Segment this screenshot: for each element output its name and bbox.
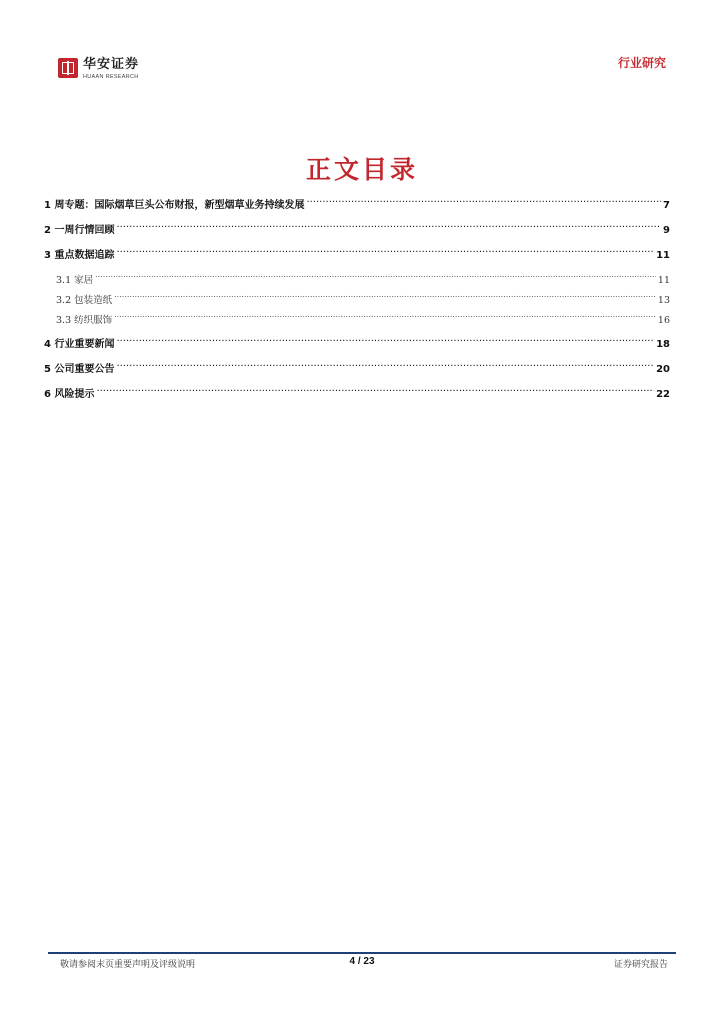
footer-report-type: 证券研究报告 bbox=[613, 960, 668, 970]
toc-entry-page: 18 bbox=[656, 339, 670, 350]
toc-entry-1[interactable] bbox=[44, 198, 670, 223]
toc-entry-4[interactable] bbox=[44, 337, 670, 362]
toc-entry-page: 11 bbox=[657, 275, 670, 286]
dot-leader bbox=[116, 337, 654, 347]
dot-leader bbox=[96, 387, 654, 397]
dot-leader bbox=[306, 198, 661, 208]
toc-entry-page: 7 bbox=[663, 200, 670, 211]
toc-entry-page: 16 bbox=[657, 315, 670, 326]
toc-entry-page: 13 bbox=[657, 295, 670, 306]
toc-entry-3-2[interactable] bbox=[44, 293, 670, 313]
toc-entry-page: 22 bbox=[656, 389, 670, 400]
footer-rule bbox=[48, 952, 676, 954]
toc-title: 正文目录 bbox=[305, 155, 418, 184]
toc-entry-label: 4 行业重要新闻 bbox=[44, 339, 115, 350]
brand-logo bbox=[58, 58, 148, 84]
dot-leader bbox=[95, 274, 656, 284]
page-number: 4 / 23 bbox=[349, 956, 375, 967]
toc-entry-label: 1 周专题：国际烟草巨头公布财报，新型烟草业务持续发展 bbox=[44, 200, 305, 211]
report-category: 行业研究 bbox=[617, 56, 666, 70]
dot-leader bbox=[116, 362, 654, 372]
toc-entry-label: 6 风险提示 bbox=[44, 389, 95, 400]
toc-entry-page: 20 bbox=[656, 364, 670, 375]
toc-entry-page: 9 bbox=[663, 225, 670, 236]
toc-entry-6[interactable] bbox=[44, 387, 670, 412]
toc-entry-3-3[interactable] bbox=[44, 313, 670, 333]
toc-entry-page: 11 bbox=[656, 250, 670, 261]
dot-leader bbox=[114, 294, 656, 304]
toc-entry-5[interactable] bbox=[44, 362, 670, 387]
logo-name-cn: 华安证券 bbox=[83, 57, 140, 72]
dot-leader bbox=[114, 314, 656, 324]
toc-entry-2[interactable] bbox=[44, 223, 670, 248]
toc-entry-label: 3.2 包装造纸 bbox=[56, 295, 113, 306]
logo-name-en: HUAAN RESEARCH bbox=[83, 74, 139, 80]
toc-entry-3-1[interactable] bbox=[44, 273, 670, 293]
seal-icon bbox=[58, 58, 78, 78]
toc-entry-label: 5 公司重要公告 bbox=[44, 364, 115, 375]
toc-entry-label: 3 重点数据追踪 bbox=[44, 250, 115, 261]
table-of-contents bbox=[44, 198, 670, 412]
toc-entry-label: 2 一周行情回顾 bbox=[44, 225, 115, 236]
toc-entry-label: 3.3 纺织服饰 bbox=[56, 315, 113, 326]
dot-leader bbox=[116, 223, 661, 233]
dot-leader bbox=[116, 248, 654, 258]
footer-disclaimer: 敬请参阅末页重要声明及评级说明 bbox=[60, 960, 196, 970]
toc-entry-label: 3.1 家居 bbox=[56, 275, 94, 286]
toc-entry-3[interactable] bbox=[44, 248, 670, 273]
